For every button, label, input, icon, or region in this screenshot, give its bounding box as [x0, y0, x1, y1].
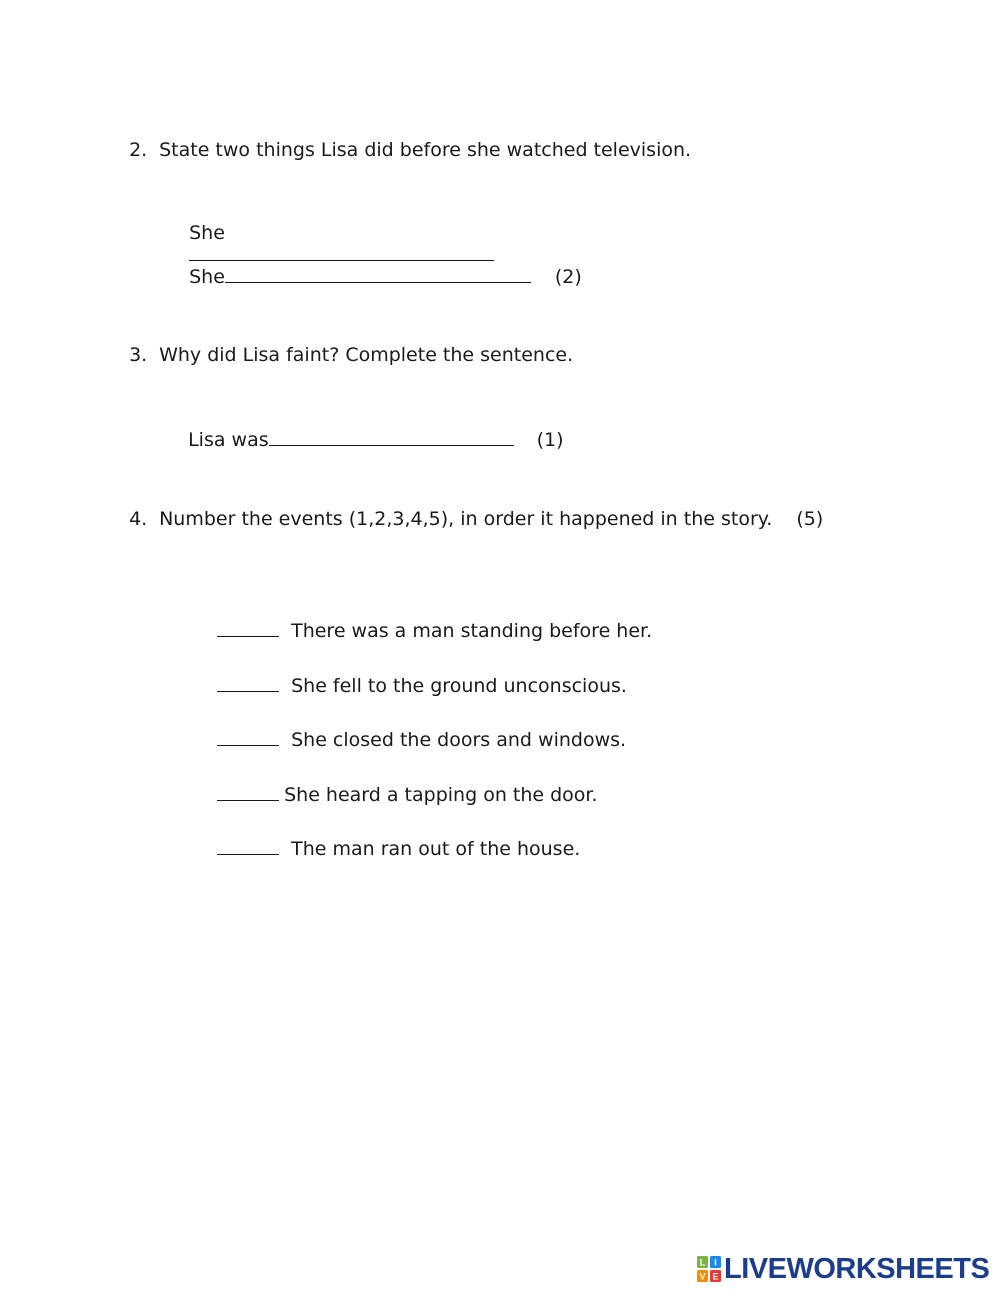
- event-text: The man ran out of the house.: [291, 838, 581, 860]
- question-4-text: Number the events (1,2,3,4,5), in order it happened in the story.: [159, 508, 773, 530]
- question-3-marks: (1): [536, 429, 564, 451]
- logo-letter: I: [714, 1257, 717, 1268]
- question-3-answer-line: [176, 409, 564, 450]
- answer-prefix: She: [189, 222, 225, 244]
- liveworksheets-brand-text: LIVEWORKSHEETS: [724, 1252, 990, 1285]
- event-item-3: [205, 709, 626, 750]
- question-3-text: Why did Lisa faint? Complete the sentence.: [159, 344, 574, 366]
- event-item-1: [205, 600, 652, 641]
- answer-prefix: Lisa was: [188, 429, 269, 451]
- answer-blank[interactable]: [269, 428, 514, 446]
- question-2-answer-line-2: [177, 246, 582, 287]
- event-number-blank[interactable]: [217, 837, 279, 855]
- event-number-blank[interactable]: [217, 783, 279, 801]
- logo-letter: E: [712, 1271, 719, 1282]
- question-2-marks: (2): [554, 266, 582, 288]
- event-item-2: [205, 655, 627, 696]
- event-item-4: [205, 764, 598, 805]
- question-3-prompt: [117, 327, 573, 365]
- answer-blank[interactable]: [225, 265, 531, 283]
- question-4-number: 4.: [129, 508, 148, 530]
- event-text: There was a man standing before her.: [291, 620, 653, 642]
- liveworksheets-logo-icon: [697, 1256, 721, 1282]
- event-text: She closed the doors and windows.: [291, 729, 627, 751]
- event-item-5: [205, 818, 580, 859]
- event-text: She fell to the ground unconscious.: [291, 675, 627, 697]
- event-number-blank[interactable]: [217, 728, 279, 746]
- question-3-number: 3.: [129, 344, 148, 366]
- question-2-prompt: [117, 122, 691, 160]
- logo-letter: V: [699, 1271, 706, 1282]
- question-4-prompt: [117, 491, 823, 529]
- question-2-number: 2.: [129, 139, 148, 161]
- event-text: She heard a tapping on the door.: [284, 784, 598, 806]
- liveworksheets-logo: [697, 1254, 989, 1284]
- answer-prefix: She: [189, 266, 225, 288]
- question-4-marks: (5): [796, 508, 824, 530]
- question-2-text: State two things Lisa did before she watched television.: [159, 139, 692, 161]
- event-number-blank[interactable]: [217, 619, 279, 637]
- logo-letter: L: [699, 1257, 706, 1268]
- event-number-blank[interactable]: [217, 674, 279, 692]
